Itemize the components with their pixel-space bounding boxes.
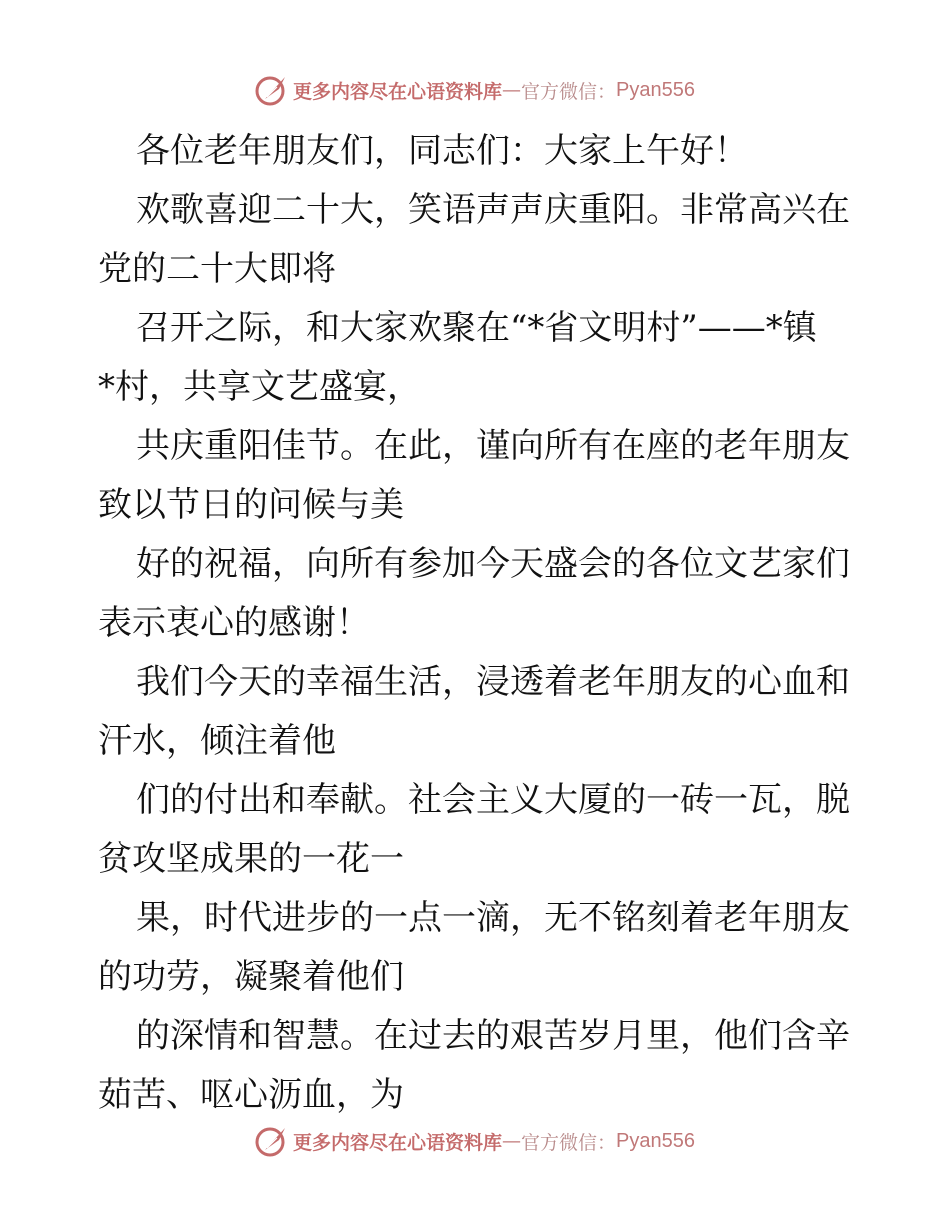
text-line: 果，时代进步的一点一滴，无不铭刻着老年朋友	[136, 898, 850, 938]
quill-pen-logo-icon	[255, 1124, 289, 1158]
text-line: 的功劳，凝聚着他们	[98, 957, 404, 997]
text-line: 汗水，倾注着他	[98, 721, 336, 761]
watermark-wechat-id: Pyan556	[616, 78, 695, 101]
text-line: 贫攻坚成果的一花一	[98, 839, 404, 879]
text-line: 致以节日的问候与美	[98, 485, 404, 525]
text-line: 召开之际，和大家欢聚在“*省文明村”——*镇	[136, 308, 817, 348]
watermark-site-text: 更多内容尽在心语资料库	[293, 80, 503, 103]
text-line: 表示衷心的感谢！	[98, 603, 370, 643]
speech-body	[98, 122, 858, 1125]
watermark-dash: —	[502, 1130, 522, 1152]
watermark-wechat-label: 官方微信：	[521, 1131, 617, 1154]
text-line: 好的祝福，向所有参加今天盛会的各位文艺家们	[136, 544, 850, 584]
text-line: 欢歌喜迎二十大，笑语声声庆重阳。非常高兴在	[136, 190, 850, 230]
watermark-site-text: 更多内容尽在心语资料库	[293, 1131, 503, 1154]
text-line: 各位老年朋友们，同志们：大家上午好！	[136, 131, 748, 171]
watermark-dash: —	[502, 79, 522, 101]
quill-pen-logo-icon	[255, 73, 289, 107]
text-line: 茹苦、呕心沥血，为	[98, 1075, 404, 1115]
watermark-wechat-label: 官方微信：	[521, 80, 617, 103]
text-line: 党的二十大即将	[98, 249, 336, 289]
text-line: 我们今天的幸福生活，浸透着老年朋友的心血和	[136, 662, 850, 702]
watermark-footer	[0, 1121, 950, 1161]
text-line: 共庆重阳佳节。在此，谨向所有在座的老年朋友	[136, 426, 850, 466]
text-line: *村，共享文艺盛宴，	[98, 367, 421, 407]
text-line: 们的付出和奉献。社会主义大厦的一砖一瓦，脱	[136, 780, 850, 820]
text-line: 的深情和智慧。在过去的艰苦岁月里，他们含辛	[136, 1016, 850, 1056]
watermark-header	[0, 70, 950, 110]
watermark-wechat-id: Pyan556	[616, 1129, 695, 1152]
